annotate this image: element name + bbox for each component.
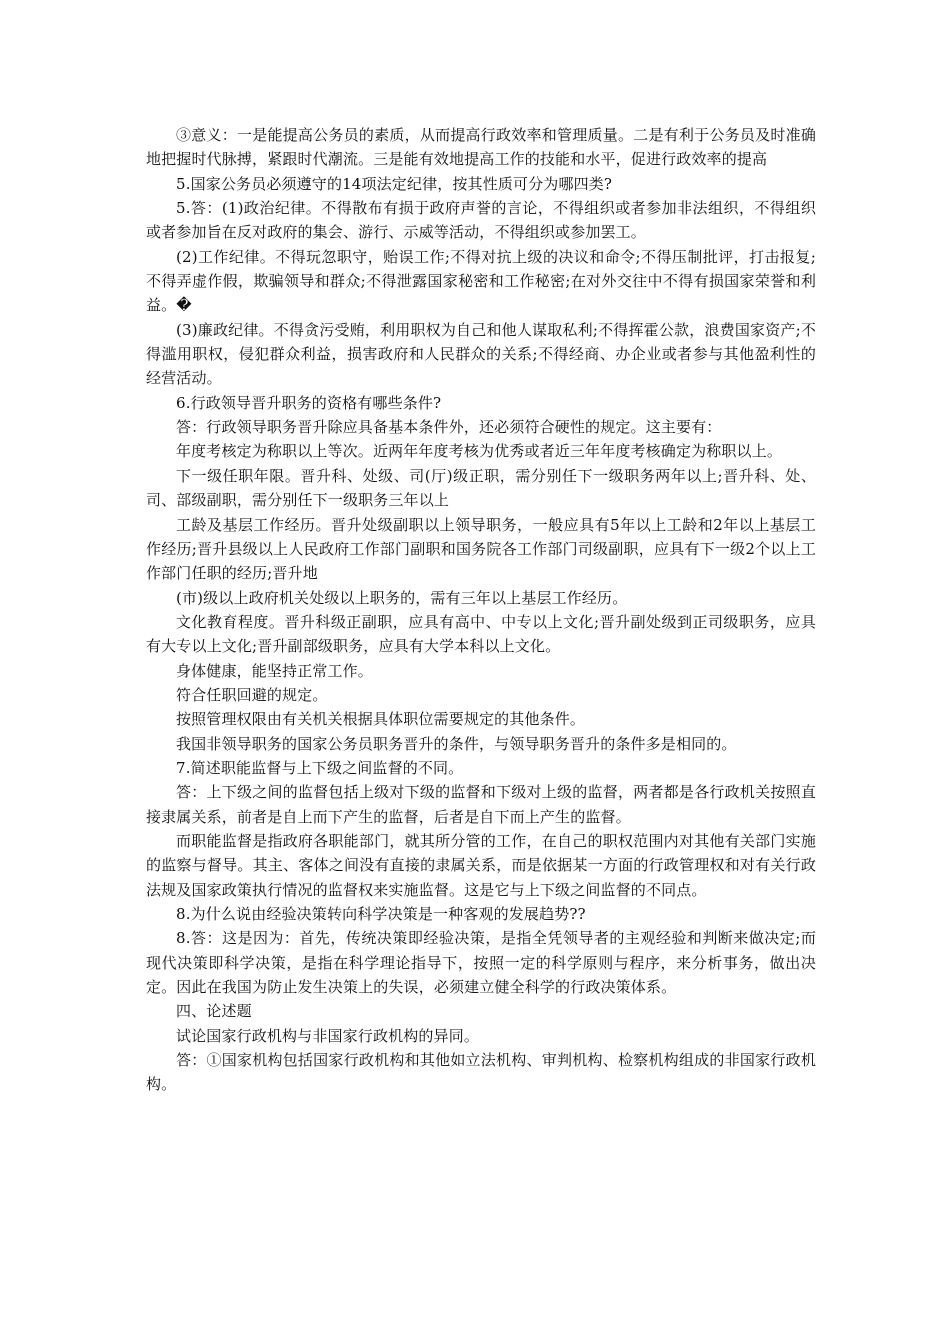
document-page bbox=[146, 123, 816, 1097]
answer-7-hierarchical: 答：上下级之间的监督包括上级对下级的监督和下级对上级的监督，两者都是各行政机关按照直接隶属关系，前者是自上而下产生的监督，后者是自下而上产生的监督。 bbox=[146, 783, 816, 826]
answer-5-work-discipline: (2)工作纪律。不得玩忽职守，贻误工作;不得对抗上级的决议和命令;不得压制批评，打击报复;不得弄虚作假，欺骗领导和群众;不得泄露国家秘密和工作秘密;在对外交往中不得有损国家荣誉和利益。� bbox=[146, 247, 816, 315]
answer-6-seniority: 工龄及基层工作经历。晋升处级副职以上领导职务，一般应具有5年以上工龄和2年以上基层工作经历;晋升县级以上人民政府工作部门副职和国务院各工作部门司级副职，应具有下一级2个以上工作部门任职的经历;晋升地 bbox=[146, 515, 816, 583]
question-5: 5.国家公务员必须遵守的14项法定纪律，按其性质可分为哪四类? bbox=[176, 174, 613, 193]
essay-answer: 答：①国家机构包括国家行政机构和其他如立法机构、审判机构、检察机构组成的非国家行政机构。 bbox=[146, 1051, 816, 1094]
section-heading-essay: 四、论述题 bbox=[176, 1002, 252, 1021]
essay-question: 试论国家行政机构与非国家行政机构的异同。 bbox=[176, 1026, 480, 1045]
answer-6-health: 身体健康，能坚持正常工作。 bbox=[176, 661, 373, 680]
answer-6-other: 按照管理权限由有关机关根据具体职位需要规定的其他条件。 bbox=[176, 710, 586, 729]
answer-7-functional: 而职能监督是指政府各职能部门，就其所分管的工作，在自己的职权范围内对其他有关部门实施的监察与督导。其主、客体之间没有直接的隶属关系，而是依据某一方面的行政管理权和对有关行政法规及国家政策执行情况的监督权来实施监督。这是它与上下级之间监督的不同点。 bbox=[146, 831, 816, 899]
answer-6-intro: 答：行政领导职务晋升除应具备基本条件外，还必须符合硬性的规定。这主要有： bbox=[176, 418, 722, 437]
answer-6-tenure: 下一级任职年限。晋升科、处级、司(厅)级正职，需分别任下一级职务两年以上;晋升科、处、司、部级副职，需分别任下一级职务三年以上 bbox=[146, 466, 816, 510]
answer-5-integrity-discipline: (3)廉政纪律。不得贪污受贿，利用职权为自己和他人谋取私利;不得挥霍公款，浪费国家资产;不得滥用职权，侵犯群众利益，损害政府和人民群众的关系;不得经商、办企业或者参与其他盈利性的经营活动。 bbox=[146, 320, 816, 388]
answer-5-political-discipline: 5.答：(1)政治纪律。不得散布有损于政府声誉的言论，不得组织或者参加非法组织，不得组织或者参加旨在反对政府的集会、游行、示威等活动，不得组织或参加罢工。 bbox=[146, 199, 816, 242]
question-7: 7.简述职能监督与上下级之间监督的不同。 bbox=[176, 758, 464, 777]
answer-6-avoidance: 符合任职回避的规定。 bbox=[176, 685, 328, 704]
answer-6-assessment: 年度考核定为称职以上等次。近两年年度考核为优秀或者近三年年度考核确定为称职以上。 bbox=[176, 442, 783, 461]
answer-6-education: 文化教育程度。晋升科级正副职，应具有高中、中专以上文化;晋升副处级到正司级职务，应具有大专以上文化;晋升副部级职务，应具有大学本科以上文化。 bbox=[146, 612, 816, 656]
answer-6-seniority-cont: (市)级以上政府机关处级以上职务的，需有三年以上基层工作经历。 bbox=[176, 588, 628, 607]
question-6: 6.行政领导晋升职务的资格有哪些条件? bbox=[176, 393, 442, 412]
question-8: 8.为什么说由经验决策转向科学决策是一种客观的发展趋势?? bbox=[176, 905, 586, 923]
paragraph-significance: ③意义：一是能提高公务员的素质，从而提高行政效率和管理质量。二是有利于公务员及时准确地把握时代脉搏，紧跟时代潮流。三是能有效地提高工作的技能和水平，促进行政效率的提高 bbox=[146, 126, 816, 169]
answer-8: 8.答：这是因为：首先，传统决策即经验决策，是指全凭领导者的主观经验和判断来做决定;而现代决策即科学决策，是指在科学理论指导下，按照一定的科学原则与程序，来分析事务，做出决定。因此在我国为防止发生决策上的失误，必须建立健全科学的行政决策体系。 bbox=[146, 929, 816, 997]
answer-6-non-leading: 我国非领导职务的国家公务员职务晋升的条件，与领导职务晋升的条件多是相同的。 bbox=[176, 734, 737, 753]
